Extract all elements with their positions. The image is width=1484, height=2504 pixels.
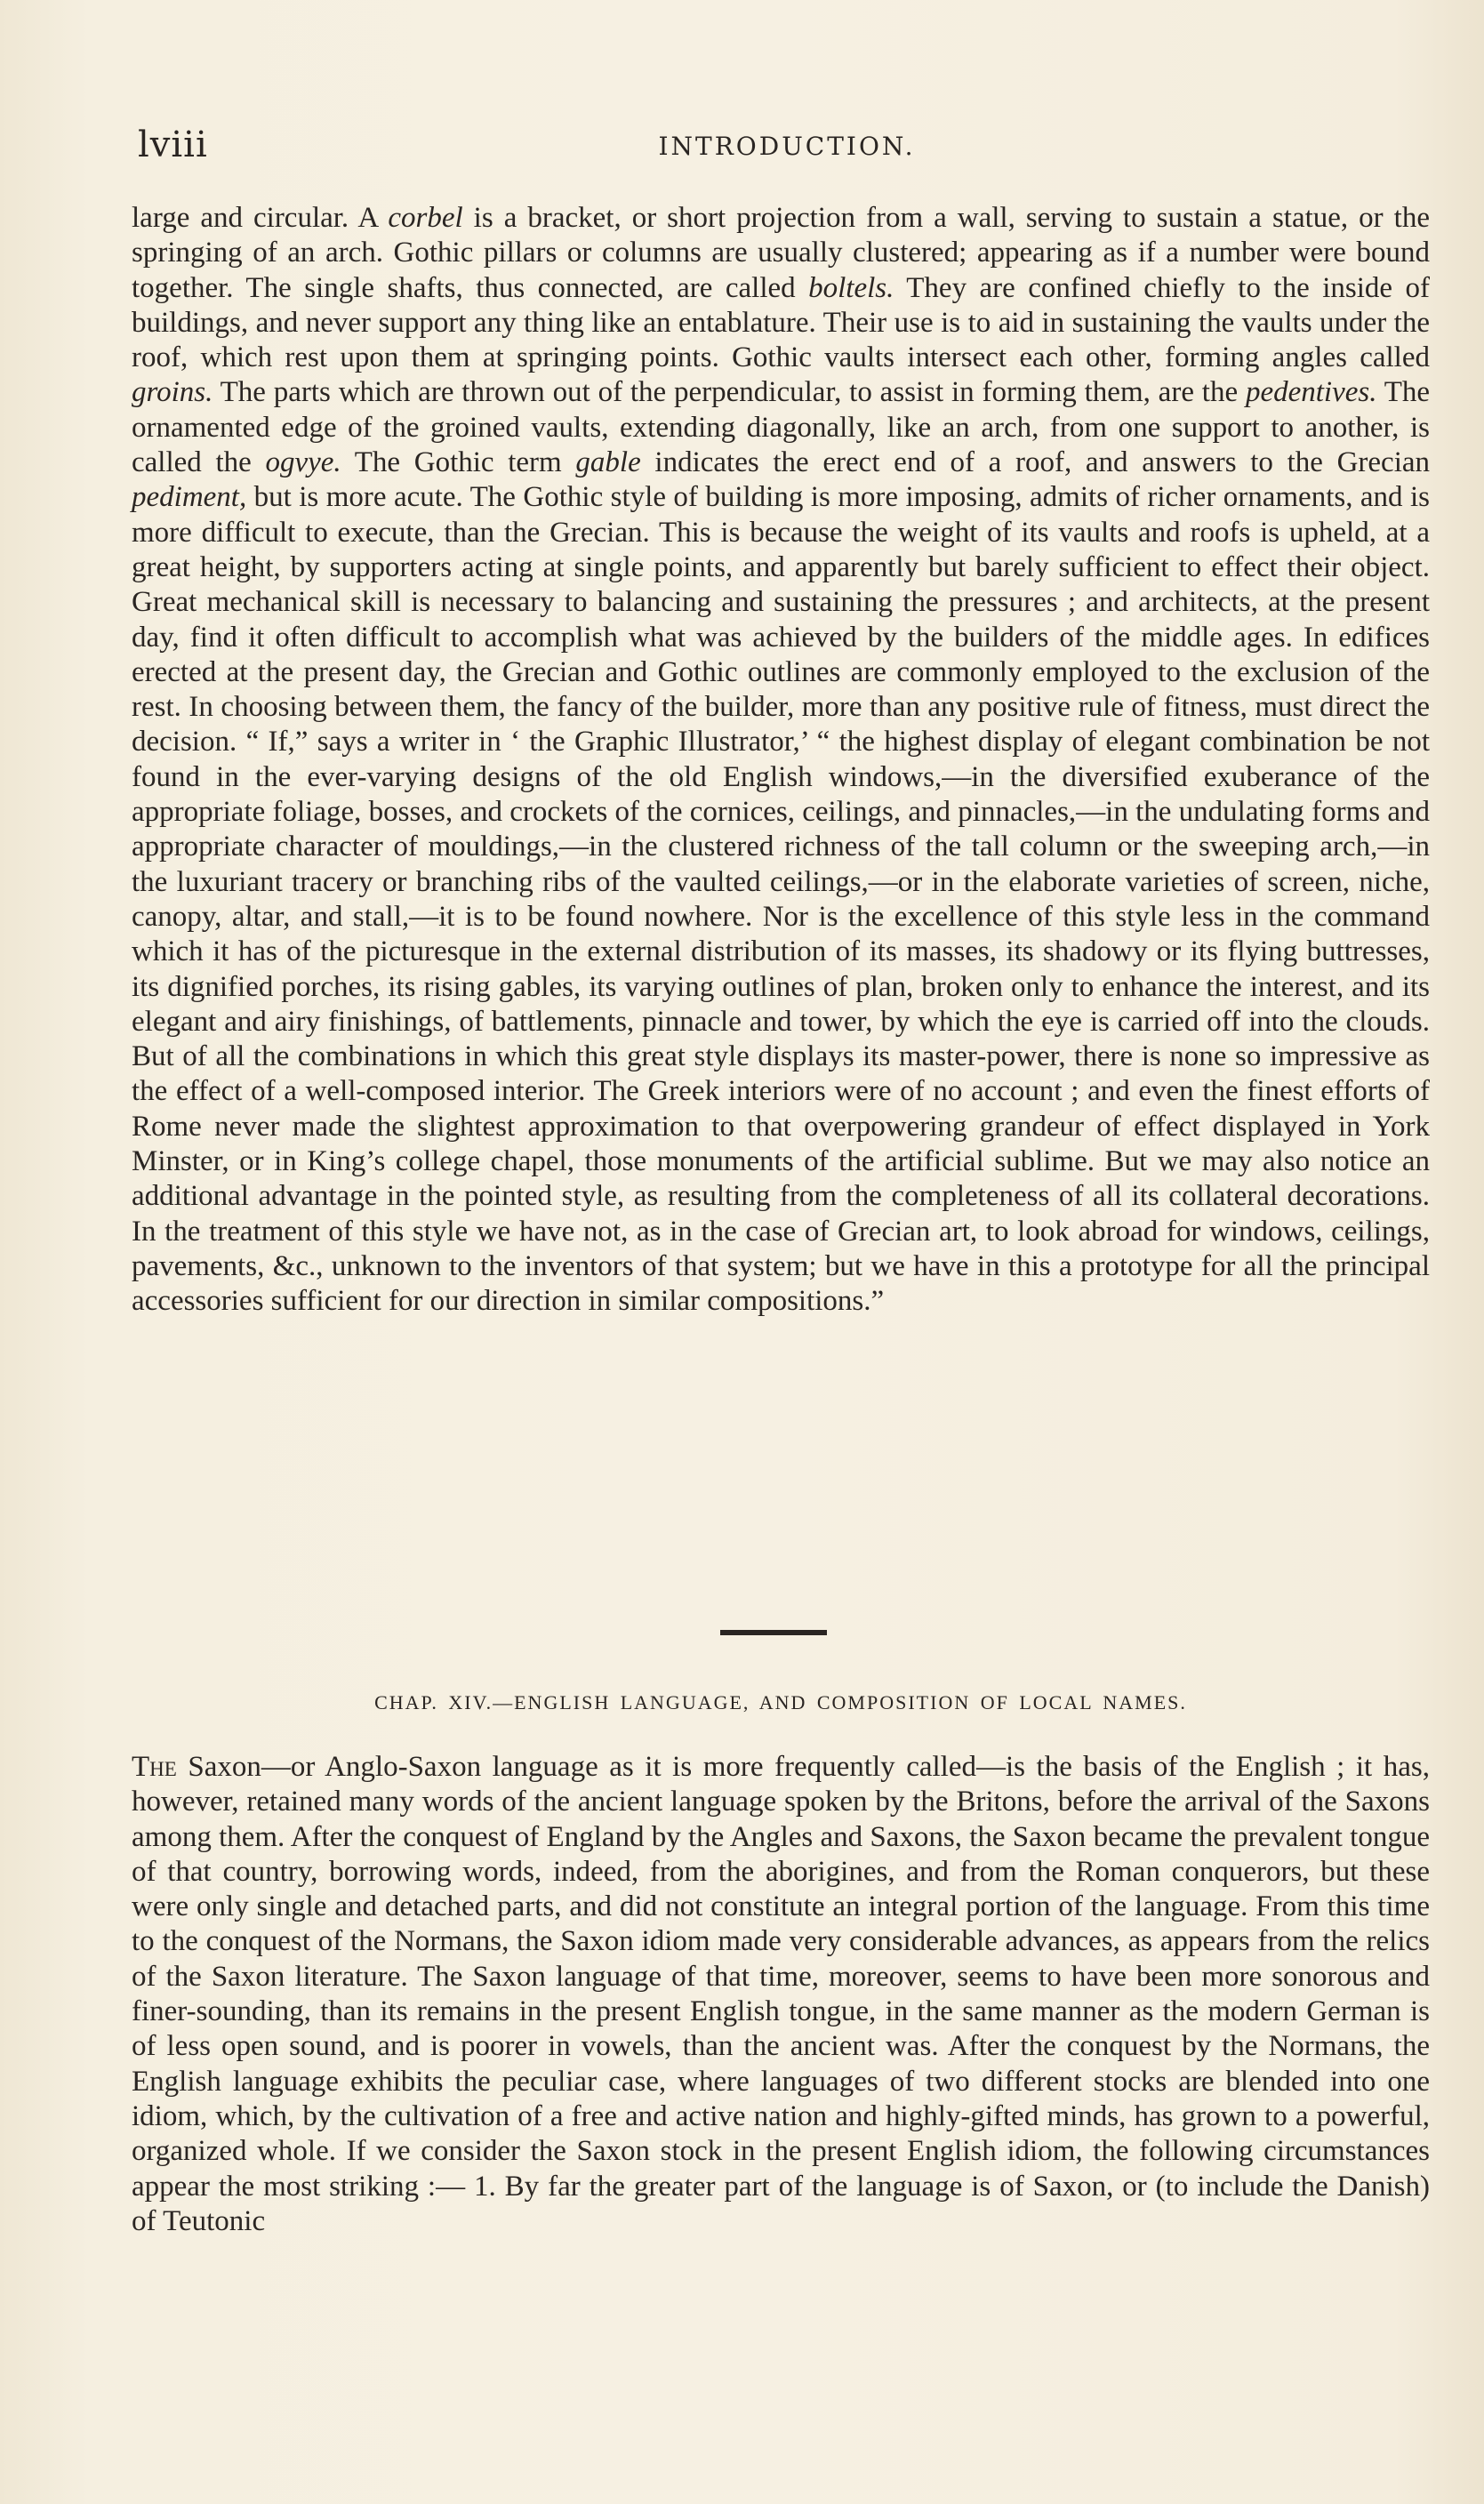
term-boltels: boltels. bbox=[808, 271, 894, 304]
text-segment: Saxon—or Anglo-Saxon language as it is more frequently called—is the basis of the English ; it has, however, retained many words of the ancient language spoken by the Britons, before the arrival of the Saxons among them. After the conquest of England by the Angles and Saxons, the Saxon became the prevalent tongue of that country, borrowing words, indeed, from the aborigines, and from the Roman conquerors, but these were only single and detached parts, and did not constitute an integral portion of the language. From this time to the conquest of the Normans, the Saxon idiom made very considerable advances, as appears from the relics of the Saxon literature. The Saxon language of that time, moreover, seems to have been more sonorous and finer-sounding, than its remains in the present English tongue, in the same manner as the modern German is of less open sound, and is poorer in vowels, than the ancient was. After the conquest by the Normans, the English language exhibits the peculiar case, where languages of two different stocks are blended into one idiom, which, by the cultivation of a free and active nation and highly-gifted minds, has grown to a powerful, organized whole. If we consider the Saxon stock in the present English idiom, the following circumstances appear the most striking :— 1. By far the greater part of the language is of Saxon, or (to include the Danish) of Teutonic bbox=[132, 1751, 1430, 2237]
paragraph-gothic-architecture bbox=[132, 201, 1430, 1320]
text-segment: indicates the erect end of a roof, and answers to the Grecian bbox=[640, 446, 1431, 479]
term-gable: gable bbox=[575, 446, 641, 479]
paragraph-english-language bbox=[132, 1750, 1430, 2239]
term-ogvye: ogvye. bbox=[265, 446, 341, 479]
lead-word: The bbox=[132, 1751, 177, 1783]
text-segment: They are confined chiefly to the inside of buildings, and never support any thing like an entablature. Their use is to aid in sustaining the vaults under the roof, which rest upon them at springing points. Gothic vaults intersect each other, forming angles called bbox=[132, 271, 1430, 374]
term-groins: groins. bbox=[132, 376, 213, 409]
text-segment: but is more acute. The Gothic style of building is more imposing, admits of richer ornaments, and is more difficult to execute, than the Grecian. This is because the weight of its vaults and roofs is upheld, at a great height, by supporters acting at single points, and apparently but barely sufficient to effect their object. Great mechanical skill is necessary to balancing and sustaining the pressures ; and architects, at the present day, find it often difficult to accomplish what was achieved by the builders of the middle ages. In edifices erected at the present day, the Grecian and Gothic outlines are commonly employed to the exclusion of the rest. In choosing between them, the fancy of the builder, more than any positive rule of fitness, must direct the decision. “ If,” says a writer in ‘ the Graphic Illustrator,’ “ the highest display of elegant combination be not found in the ever-varying designs of the old English windows,—in the diversified exuberance of the appropriate foliage, bosses, and crockets of the cornices, ceilings, and pinnacles,—in the undulating forms and appropriate character of mouldings,—in the clustered richness of the tall column or the sweeping arch,—in the luxuriant tracery or branching ribs of the vaulted ceilings,—or in the elaborate varieties of screen, niche, canopy, altar, and stall,—it is to be found nowhere. Nor is the excellence of this style less in the command which it has of the picturesque in the external distribution of its masses, its shadowy or its flying buttresses, its dignified porches, its rising gables, its varying outlines of plan, broken only to enhance the interest, and its elegant and airy finishings, of battlements, pinnacle and tower, by which the eye is carried off into the clouds. But of all the combinations in which this great style displays its master-power, there is none so impressive as the effect of a well-composed interior. The Greek interiors were of no account ; and even the finest efforts of Rome never made the slightest approximation to that overpowering grandeur of effect displayed in York Minster, or in King’s college chapel, those monuments of the artificial sublime. But we may also notice an additional advantage in the pointed style, as resulting from the completeness of all its collateral decorations. In the treatment of this style we have not, as in the case of Grecian art, to look abroad for windows, ceilings, pavements, &c., unknown to the inventors of that system; but we have in this a prototype for all the principal accessories sufficient for our direction in similar compositions.” bbox=[132, 481, 1430, 1318]
running-title: INTRODUCTION. bbox=[658, 132, 916, 161]
page-number: lviii bbox=[138, 124, 208, 165]
chapter-heading: CHAP. XIV.—ENGLISH LANGUAGE, AND COMPOSITION OF LOCAL NAMES. bbox=[374, 1691, 1187, 1713]
term-pedentives: pedentives. bbox=[1245, 376, 1377, 409]
text-segment: large and circular. A bbox=[132, 202, 389, 234]
running-head bbox=[138, 124, 1436, 169]
text-segment: The ornamented edge of the groined vaults, extending diagonally, like an arch, from one support to another, is called the bbox=[132, 376, 1430, 479]
term-corbel: corbel bbox=[388, 202, 463, 234]
section-divider bbox=[720, 1630, 827, 1635]
text-segment: The Gothic term bbox=[341, 446, 576, 479]
text-segment: The parts which are thrown out of the perpendicular, to assist in forming them, are the bbox=[213, 376, 1246, 409]
term-pediment: pediment, bbox=[132, 481, 247, 514]
text-segment: is a bracket, or short projection from a wall, serving to sustain a statue, or the springing of an arch. Gothic pillars or columns are usually clustered; appearing as if a number were bound together. The single shafts, thus connected, are called bbox=[132, 202, 1430, 304]
